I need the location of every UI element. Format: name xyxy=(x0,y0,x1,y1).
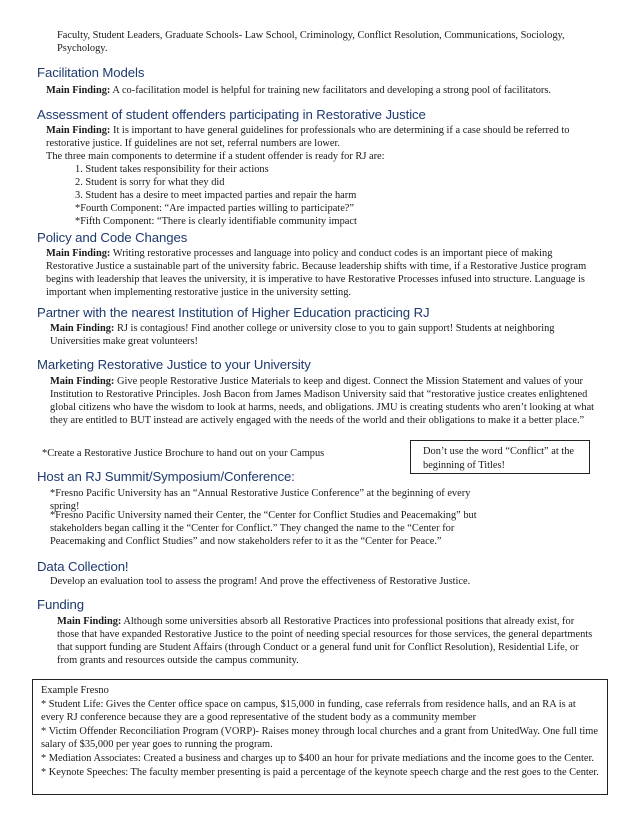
heading-marketing: Marketing Restorative Justice to your University xyxy=(37,357,311,372)
assessment-components-list xyxy=(75,163,595,228)
partner-finding xyxy=(50,322,590,348)
assessment-intro: The three main components to determine if a student offender is ready for RJ are: xyxy=(46,151,385,162)
example-fresno-box xyxy=(32,679,608,795)
main-finding-label: Main Finding: xyxy=(50,376,115,387)
facilitation-finding xyxy=(46,84,606,97)
partner-text: RJ is contagious! Find another college or university close to you to gain support! Students at neighboring Universities make great volunteers! xyxy=(50,323,555,347)
brochure-note: *Create a Restorative Justice Brochure to hand out on your Campus xyxy=(42,448,325,459)
facilitation-text: A co-facilitation model is helpful for training new facilitators and developing a strong pool of facilitators. xyxy=(110,85,552,96)
heading-partner: Partner with the nearest Institution of Higher Education practicing RJ xyxy=(37,305,430,320)
list-item: 2. Student is sorry for what they did xyxy=(75,177,225,188)
policy-finding xyxy=(46,247,591,299)
marketing-text: Give people Restorative Justice Materials to keep and digest. Connect the Mission Statement and values of your Institution to Restorative Principles. Josh Bacon from James Madison University said that “restorative justice creates enlightened global citizens who have the wisdom to look at harms, needs, and obligations. JMU is creating students who aren’t looking at what they are entitled to BUT instead are actively engaged with the needs of the world and their obligations to make it a better place.” xyxy=(50,376,595,426)
main-finding-label: Main Finding: xyxy=(57,616,122,627)
example-item: * Student Life: Gives the Center office space on campus, $15,000 in funding, case referrals from residence halls, and an RA is at every RJ conference because they are a good representative of the student body as a community member xyxy=(41,699,576,723)
main-finding-label: Main Finding: xyxy=(50,323,115,334)
example-item: * Mediation Associates: Created a business and charges up to $400 an hour for private mediations and the income goes to the Center. xyxy=(41,753,594,764)
policy-text: Writing restorative processes and language into policy and conduct codes is an important piece of making Restorative Justice a sustainable part of the university fabric. Because leadership shifts with time, if a Restorative Justice program begins with leadership that leaves the university, it is imperative to have Restorative Processes infused into structure. Language is important when implementing restorative justice in the university setting. xyxy=(46,248,587,298)
funding-text: Although some universities absorb all Restorative Practices into professional positions that already exist, for those that have expanded Restorative Justice to the point of needing special resources for those services, the general departments that support funding are Student Affairs (through Conduct or a general fund unit for Conflict Resolution), Residential Life, or from grants and resources outside the campus community. xyxy=(57,616,593,666)
example-box-title: Example Fresno xyxy=(41,685,109,696)
summit-paragraph-1: *Fresno Pacific University has an “Annual Restorative Justice Conference” at the beginning of every spring! xyxy=(50,488,471,512)
list-item: 1. Student takes responsibility for their actions xyxy=(75,164,269,175)
heading-funding: Funding xyxy=(37,597,84,612)
heading-summit: Host an RJ Summit/Symposium/Conference: xyxy=(37,469,295,484)
intro-line-1: Faculty, Student Leaders, Graduate Schools- Law School, Criminology, Conflict Resolution, Communications, Sociology, xyxy=(57,30,565,41)
list-item: 3. Student has a desire to meet impacted parties and repair the harm xyxy=(75,190,357,201)
assessment-finding xyxy=(46,124,591,150)
heading-data-collection: Data Collection! xyxy=(37,559,129,574)
heading-facilitation-models: Facilitation Models xyxy=(37,65,145,80)
callout-text: Don’t use the word “Conflict” at the beginning of Titles! xyxy=(423,446,575,471)
assessment-text: It is important to have general guidelines for professionals who are determining if a case should be referred to restorative justice. If guidelines are not set, referral numbers are lower. xyxy=(46,125,570,149)
list-item: *Fifth Component: “There is clearly identifiable community impact xyxy=(75,216,357,227)
marketing-finding xyxy=(50,375,595,427)
main-finding-label: Main Finding: xyxy=(46,248,111,259)
callout-box xyxy=(410,440,590,474)
example-item: * Keynote Speeches: The faculty member presenting is paid a percentage of the keynote speech charge and the rest goes to the Center. xyxy=(41,767,599,778)
data-collection-text: Develop an evaluation tool to assess the program! And prove the effectiveness of Restorative Justice. xyxy=(50,576,471,587)
example-item: * Victim Offender Reconciliation Program (VORP)- Raises money through local churches and a grant from UnitedWay. One full time salary of $35,000 per year goes to running the program. xyxy=(41,726,598,750)
funding-finding xyxy=(57,615,597,667)
intro-line-2: Psychology. xyxy=(57,43,108,54)
heading-assessment: Assessment of student offenders participating in Restorative Justice xyxy=(37,107,426,122)
summit-paragraph-2: *Fresno Pacific University named their Center, the “Center for Conflict Studies and Peacemaking” but stakeholders began calling it the “Center for Conflict.” They changed the name to the “Center for Peacemaking and Conflict Studies” and now stakeholders refer to it as the “Center for Peace.” xyxy=(50,510,477,547)
list-item: *Fourth Component: “Are impacted parties willing to participate?” xyxy=(75,203,355,214)
intro-text xyxy=(57,29,597,55)
main-finding-label: Main Finding: xyxy=(46,125,111,136)
main-finding-label: Main Finding: xyxy=(46,85,111,96)
heading-policy-code-changes: Policy and Code Changes xyxy=(37,230,188,245)
